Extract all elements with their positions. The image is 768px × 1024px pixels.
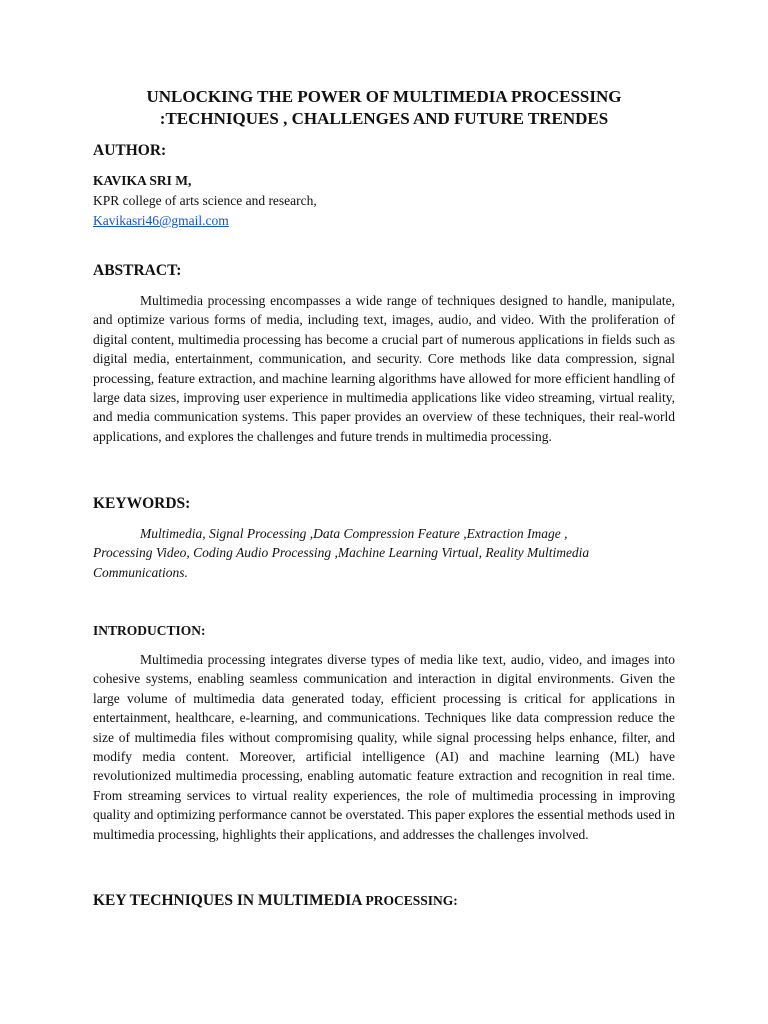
abstract-heading: ABSTRACT: [93,262,182,279]
author-email-link[interactable]: Kavikasri46@gmail.com [93,213,229,228]
keywords-line-2: Processing Video, Coding Audio Processing ,Machine Learning Virtual, Reality Multimedia [93,545,590,561]
paper-title [93,86,675,130]
keywords-line-1: Multimedia, Signal Processing ,Data Compression Feature ,Extraction Image , [140,526,568,541]
introduction-text: Multimedia processing integrates diverse types of media like text, audio, video, and images into cohesive systems, enabling seamless communication and interaction in digital environments. Given the large volume of multimedia data generated today, efficient processing is critical for applications in entertainment, healthcare, e-learning, and communications. Techniques like data compression reduce the size of multimedia files without compromising quality, while signal processing helps enhance, filter, and modify media content. Moreover, artificial intelligence (AI) and machine learning (ML) have revolutionized multimedia processing, enabling automatic feature extraction and recognition in real time. From streaming services to virtual reality experiences, the role of multimedia processing in improving quality and optimizing performance cannot be overstated. This paper explores the essential methods used in multimedia processing, highlights their applications, and addresses the challenges involved. [93,652,675,842]
author-heading: AUTHOR: [93,142,167,159]
key-techniques-heading-main: KEY TECHNIQUES IN MULTIMEDIA [93,892,362,909]
paper-title-line-1: UNLOCKING THE POWER OF MULTIMEDIA PROCESSING [146,87,622,106]
paper-title-line-2: :TECHNIQUES , CHALLENGES AND FUTURE TRENDES [159,109,609,128]
abstract-text: Multimedia processing encompasses a wide range of techniques designed to handle, manipulate, and optimize various forms of media, including text, images, audio, and video. With the proliferation of digital content, multimedia processing has become a crucial part of numerous applications in fields such as digital media, entertainment, communication, and security. Core methods like data compression, signal processing, feature extraction, and machine learning algorithms have allowed for more efficient handling of large data sizes, improving user experience in multimedia applications like video streaming, virtual reality, and media communication systems. This paper provides an overview of these techniques, their real-world applications, and explores the challenges and future trends in multimedia processing. [93,293,675,444]
key-techniques-heading-tail: PROCESSING: [365,893,458,908]
author-name: KAVIKA SRI M, [93,173,192,188]
keywords-line-3: Communications. [93,564,188,580]
author-affiliation: KPR college of arts science and research, [93,193,317,208]
key-techniques-heading [93,891,458,911]
keywords-text [93,524,693,582]
author-block [93,171,675,231]
introduction-heading: INTRODUCTION: [93,623,206,638]
keywords-heading: KEYWORDS: [93,495,191,512]
